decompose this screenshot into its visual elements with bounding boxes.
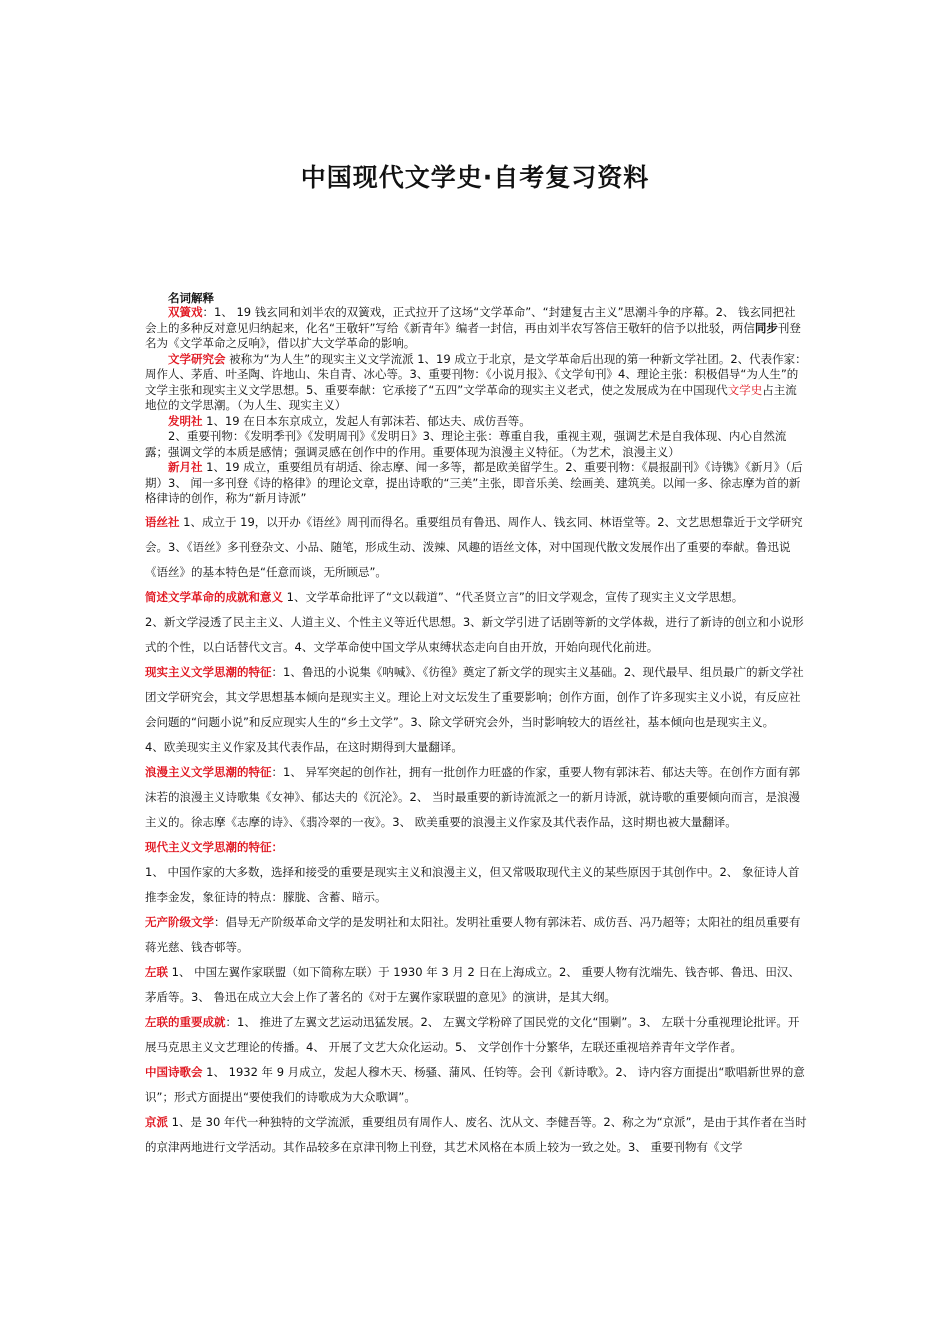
entry-chuangzao-cont: 2、重要刊物：《发明季刊》《发明周刊》《发明日》3、理论主张：尊重自我，重视主观，强调艺术是自我体现、内心自然流露；强调文学的本质是感情；强调灵感在创作中的作用。重要体现为浪漫主义特征。（为艺术，浪漫主义） bbox=[145, 429, 787, 459]
entry-text: 刊登名为《文学革命之反响》，借以扩大文学革命的影响。 bbox=[145, 320, 801, 350]
term-label: 简述文学革命的成就和意义 bbox=[145, 590, 283, 604]
term-label: 无产阶级文学 bbox=[145, 915, 214, 929]
entry-shuanghuang bbox=[145, 305, 807, 352]
entry-jingpai bbox=[145, 1110, 810, 1160]
term-label: 中国诗歌会 bbox=[145, 1065, 203, 1079]
entry-zuolian bbox=[145, 960, 810, 1010]
entry-langman bbox=[145, 760, 810, 835]
entry-text: ：1、 异军突起的创作社，拥有一批创作力旺盛的作家，重要人物有郭沫若、郁达夫等。在创作方面有郭沫若的浪漫主义诗歌集《女神》、郁达夫的《沉沦》。2、 当时最重要的新诗流派之一的新月诗派，就诗歌的重要倾向而言，是浪漫主义的。徐志摩《志摩的诗》、《翡冷翠的一夜》。3、 欧美重要的浪漫主义作家及其代表作品，这时期也被大量翻译。 bbox=[145, 765, 800, 829]
entry-text: ：1、 19 钱玄同和刘半农的双簧戏，正式拉开了这场“文学革命”、“封建复古主义”思潮斗争的序幕。2、 钱玄同把社会上的多种反对意见归纳起来，化名“王敬轩”写给《新青年》编者一封信，再由刘半农写答信王敬轩的信予以批驳，两信 bbox=[145, 305, 796, 335]
entry-text: 1、是 30 年代一种独特的文学流派，重要组员有周作人、废名、沈从文、李健吾等。2、称之为“京派”，是由于其作者在当时的京津两地进行文学活动。其作品较多在京津刊物上刊登，其艺术风格在本质上较为一致之处。3、 重要刊物有《文学 bbox=[145, 1115, 807, 1154]
entry-text: ：1、 推进了左翼文艺运动迅猛发展。2、 左翼文学粉碎了国民党的文化“围剿”。3、 左联十分重视理论批评。开展马克思主义文艺理论的传播。4、 开展了文艺大众化运动。5、 文学创作十分繁华，左联还重视培养青年文学作者。 bbox=[145, 1015, 800, 1054]
entry-xianshi bbox=[145, 660, 810, 735]
entry-zuolian-chengjiu bbox=[145, 1010, 810, 1060]
entry-text: 1、19 在日本东京成立，发起人有郭沫若、郁达夫、成仿吾等。 bbox=[202, 413, 531, 428]
term-colon: ： bbox=[271, 840, 283, 854]
tight-block-1 bbox=[145, 305, 807, 507]
entry-xinyue bbox=[145, 460, 807, 507]
term-label: 京派 bbox=[145, 1115, 168, 1129]
entry-chengjiu-cont: 2、新文学浸透了民主主义、人道主义、个性主义等近代思想。3、新文学引进了话剧等新的文学体裁，进行了新诗的创立和小说形式的个性，以白话替代文言。4、文学革命使中国文学从束缚状态走向自由开放，开始向现代化前进。 bbox=[145, 615, 804, 654]
entry-text: 被称为“为人生”的现实主义文学流派 1、19 成立于北京，是文学革命后出现的第一种新文学社团。2、代表作家：周作人、茅盾、叶圣陶、许地山、朱自青、冰心等。3、重要刊物：《小说月报》、《文学旬刊》4、理论主张：积极倡导“为人生”的文学主张和现实主义文学思想。5、重要奉献：它承接了“五四”文学革命的现实主义老式，使之发展成为在中国现代 bbox=[145, 351, 807, 397]
entry-text: ：1、鲁迅的小说集《呐喊》、《彷徨》奠定了新文学的现实主义基础。2、现代最早、组员最广的新文学社团文学研究会，其文学思想基本倾向是现实主义。理论上对文坛发生了重要影响；创作方面，创作了许多现实主义小说，有反应社会问题的“问题小说”和反应现实人生的“乡土文学”。3、除文学研究会外，当时影响较大的语丝社，基本倾向也是现实主义。 bbox=[145, 665, 804, 729]
term-label: 左联的重要成就 bbox=[145, 1015, 226, 1029]
entry-text: 1、 中国左翼作家联盟（如下简称左联）于 1930 年 3 月 2 日在上海成立。2、 重要人物有沈端先、钱杏邨、鲁迅、田汉、茅盾等。3、 鲁迅在成立大会上作了著名的《对于左翼作家联盟的意见》的演讲，是其大纲。 bbox=[145, 965, 800, 1004]
entry-xianshi-cont: 4、欧美现实主义作家及其代表作品，在这时期得到大量翻译。 bbox=[145, 740, 463, 754]
term-label: 左联 bbox=[145, 965, 168, 979]
term-label: 双簧戏 bbox=[168, 305, 203, 319]
term-label: 浪漫主义文学思潮的特征 bbox=[145, 765, 272, 779]
term-label: 文学研究会 bbox=[168, 351, 226, 366]
entry-text: 1、成立于 19，以开办《语丝》周刊而得名。重要组员有鲁迅、周作人、钱玄同、林语堂等。2、文艺思想靠近于文学研究会。3、《语丝》多刊登杂文、小品、随笔，形成生动、泼辣、风趣的语丝文体，对中国现代散文发展作出了重要的奉献。鲁迅说《语丝》的基本特色是“任意而谈，无所顾忌”。 bbox=[145, 515, 803, 579]
entry-chuangzao bbox=[145, 414, 807, 430]
entry-text: 1、 1932 年 9 月成立，发起人穆木天、杨骚、蒲风、任钧等。会刊《新诗歌》。2、 诗内容方面提出“歌唱新世界的意识”；形式方面提出“要使我们的诗歌成为大众歌调”。 bbox=[145, 1065, 805, 1104]
bold-word: 同步 bbox=[754, 320, 778, 335]
entry-shigehui bbox=[145, 1060, 810, 1110]
section-heading: 名词解释 bbox=[168, 291, 214, 305]
term-label: 发明社 bbox=[168, 413, 203, 428]
entry-text: 1、文学革命批评了“文以载道”、“代圣贤立言”的旧文学观念，宣传了现实主义文学思想。 bbox=[283, 590, 744, 604]
term-label: 语丝社 bbox=[145, 515, 180, 529]
term-label: 现代主义文学思潮的特征 bbox=[145, 840, 272, 854]
term-label: 新月社 bbox=[168, 460, 203, 474]
link-text[interactable]: 文学史 bbox=[727, 382, 763, 397]
entry-yusi bbox=[145, 510, 810, 585]
term-label: 现实主义文学思潮的特征 bbox=[145, 665, 272, 679]
entry-wenxueyanjiu bbox=[145, 352, 807, 414]
entry-wuchan bbox=[145, 910, 810, 960]
document-title: 中国现代文学史·自考复习资料 bbox=[300, 163, 650, 192]
entry-chengjiu bbox=[145, 585, 810, 610]
entry-text: ：倡导无产阶级革命文学的是发明社和太阳社。发明社重要人物有郭沫若、成仿吾、冯乃超等；太阳社的组员重要有蒋光慈、钱杏邨等。 bbox=[145, 915, 801, 954]
loose-block bbox=[145, 510, 810, 1160]
entry-text: 1、19 成立，重要组员有胡适、徐志摩、闻一多等，都是欧美留学生。2、重要刊物：《晨报副刊》《诗镌》《新月》（后期）3、 闻一多刊登《诗的格律》的理论文章，提出诗歌的“三美”主张，即音乐美、绘画美、建筑美。以闻一多、徐志摩为首的新格律诗的创作，称为“新月诗派” bbox=[145, 460, 803, 505]
entry-text: 占主流地位的文学思潮。（为人生、现实主义） bbox=[145, 382, 797, 412]
entry-xiandai-heading bbox=[145, 835, 810, 860]
entry-xiandai: 1、 中国作家的大多数，选择和接受的重要是现实主义和浪漫主义，但又常吸取现代主义的某些原因于其创作中。2、 象征诗人首推李金发，象征诗的特点：朦胧、含蓄、暗示。 bbox=[145, 865, 800, 904]
